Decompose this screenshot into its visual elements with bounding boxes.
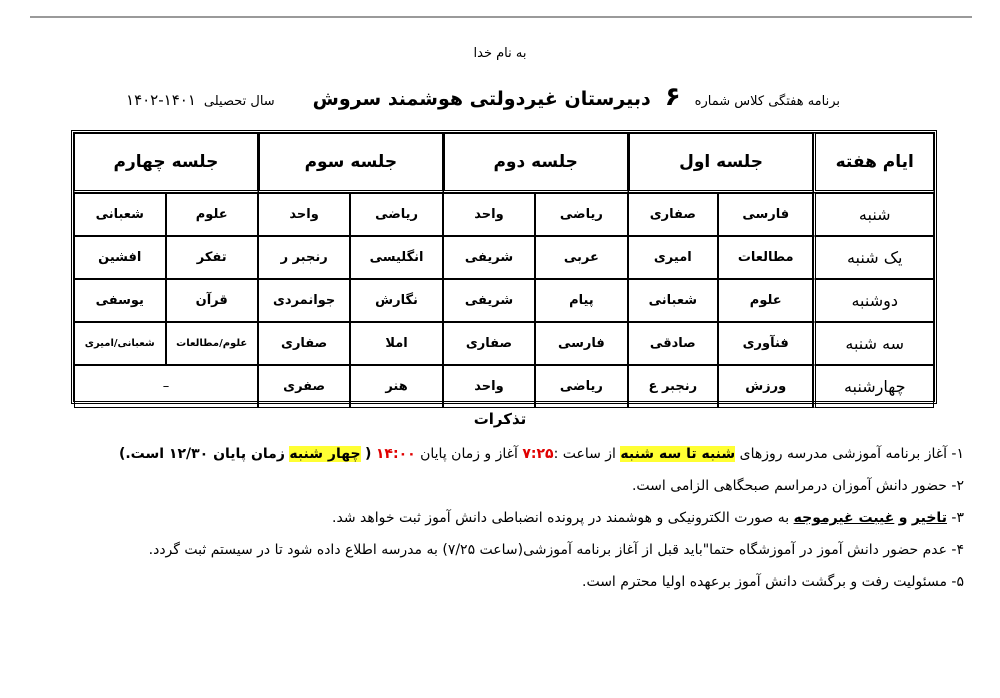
day-cell: سه شنبه (813, 322, 934, 365)
teacher-cell: امیری (628, 236, 718, 279)
subject-cell: ریاضی (535, 193, 627, 236)
empty-session-cell: – (74, 365, 258, 408)
weekly-schedule-table (71, 130, 937, 404)
subject-cell: فارسی (718, 193, 813, 236)
note-3-rest: به صورت الکترونیکی و هوشمند در پرونده انضباطی دانش آموز ثبت خواهد شد. (332, 510, 790, 526)
session-3-header: جلسه سوم (258, 133, 443, 193)
highlight-wednesday: چهار شنبه (289, 446, 361, 462)
notes-list (60, 438, 964, 598)
subject-cell: تفکر (166, 236, 258, 279)
subject-cell: ورزش (718, 365, 813, 408)
subject-cell: املا (350, 322, 442, 365)
subject-cell: فارسی (535, 322, 627, 365)
day-column-header: ایام هفته (813, 133, 934, 193)
teacher-cell: رنجبر ر (258, 236, 350, 279)
teacher-cell: جوانمردی (258, 279, 350, 322)
note-3 (60, 502, 964, 534)
paren-open: ( (365, 446, 372, 462)
teacher-cell: واحد (258, 193, 350, 236)
year-label: سال تحصیلی (203, 94, 275, 109)
subject-cell: ریاضی (535, 365, 627, 408)
subject-cell: هنر (350, 365, 442, 408)
teacher-cell: صفاری (443, 322, 535, 365)
teacher-cell: شعبانی (628, 279, 718, 322)
subject-cell: ریاضی (350, 193, 442, 236)
subject-cell: پیام (535, 279, 627, 322)
teacher-cell: شریفی (443, 279, 535, 322)
teacher-cell: صفاری (628, 193, 718, 236)
basmala: به نام خدا (473, 46, 527, 61)
page-title (126, 82, 840, 112)
teacher-cell: شعبانی (74, 193, 166, 236)
teacher-cell: واحد (443, 365, 535, 408)
and-text: و (898, 510, 908, 526)
teacher-cell: شریفی (443, 236, 535, 279)
subject-cell: مطالعات (718, 236, 813, 279)
note-4: ۴- عدم حضور دانش آموز در آموزشگاه حتما"باید قبل از آغاز برنامه آموزشی(ساعت ۷/۲۵) به مدرسه اطلاع داده شود تا در سیستم ثبت گردد. (148, 542, 964, 558)
note-1 (60, 438, 964, 470)
teacher-cell: رنجبر ع (628, 365, 718, 408)
teacher-cell: صفری (258, 365, 350, 408)
day-cell: یک شنبه (813, 236, 934, 279)
subject-cell: علوم (166, 193, 258, 236)
teacher-cell: واحد (443, 193, 535, 236)
teacher-cell: شعبانی/امیری (74, 322, 166, 365)
subject-cell: عربی (535, 236, 627, 279)
note-2: ۲- حضور دانش آموزان درمراسم صبحگاهی الزامی است. (631, 478, 964, 494)
notes-title: تذکرات (473, 410, 527, 428)
note-3-prefix: ۳- (951, 510, 964, 526)
note-1-prefix: ۱- آغاز برنامه آموزشی مدرسه روزهای (739, 446, 964, 462)
subject-cell: نگارش (350, 279, 442, 322)
teacher-cell: صادقی (628, 322, 718, 365)
wednesday-end: زمان پایان ۱۲/۳۰ است.) (118, 446, 285, 462)
session-1-header: جلسه اول (628, 133, 814, 193)
program-label: برنامه هفتگی کلاس شماره (694, 94, 840, 109)
top-rule (30, 16, 972, 18)
note-1-from: از ساعت : (553, 446, 616, 462)
subject-cell: فنآوری (718, 322, 813, 365)
teacher-cell: صفاری (258, 322, 350, 365)
year-value: ۱۴۰۲-۱۴۰۱ (126, 91, 196, 109)
subject-cell: علوم/مطالعات (166, 322, 258, 365)
table-header-row (74, 133, 934, 193)
highlight-days: شنبه تا سه شنبه (620, 446, 736, 462)
table-row (74, 365, 934, 408)
teacher-cell: افشین (74, 236, 166, 279)
subject-cell: انگلیسی (350, 236, 442, 279)
teacher-cell: یوسفی (74, 279, 166, 322)
end-time: ۱۴:۰۰ (375, 446, 416, 462)
day-cell: چهارشنبه (813, 365, 934, 408)
late-text: تاخیر (911, 510, 947, 526)
table-row (74, 322, 934, 365)
day-cell: دوشنبه (813, 279, 934, 322)
table-row (74, 236, 934, 279)
note-5: ۵- مسئولیت رفت و برگشت دانش آموز برعهده اولیا محترم است. (582, 574, 964, 590)
table-row (74, 279, 934, 322)
session-4-header: جلسه چهارم (74, 133, 258, 193)
subject-cell: قرآن (166, 279, 258, 322)
school-name: دبیرستان غیردولتی هوشمند سروش (312, 88, 651, 110)
class-number: ۶ (664, 82, 681, 112)
start-time: ۷:۲۵ (522, 446, 554, 462)
table-row (74, 193, 934, 236)
subject-cell: علوم (718, 279, 813, 322)
day-cell: شنبه (813, 193, 934, 236)
absence-text: غیبت غیرموجه (793, 510, 895, 526)
session-2-header: جلسه دوم (443, 133, 628, 193)
note-1-middle: آغاز و زمان پایان (420, 446, 518, 462)
